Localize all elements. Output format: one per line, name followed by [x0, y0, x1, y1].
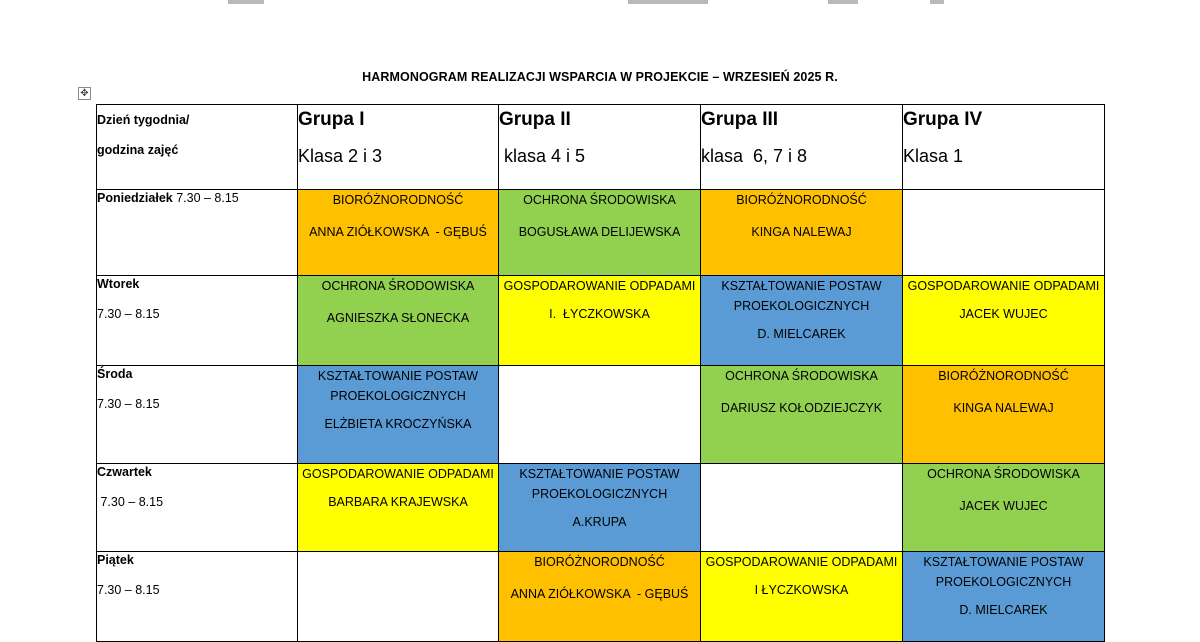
group-class: klasa 6, 7 i 8 — [701, 146, 808, 166]
teacher-name: AGNIESZKA SŁONECKA — [326, 311, 470, 325]
activity-name: OCHRONA ŚRODOWISKA — [725, 369, 878, 383]
activity-name: OCHRONA ŚRODOWISKA — [523, 193, 676, 207]
empty-cell — [298, 552, 499, 642]
teacher-name: D. MIELCAREK — [959, 603, 1048, 617]
activity-cell — [499, 552, 701, 642]
header-row — [97, 105, 1105, 190]
day-cell — [97, 190, 298, 276]
group-name: Grupa II — [499, 109, 571, 130]
teacher-name: KINGA NALEWAJ — [751, 225, 852, 239]
activity-name: KSZTAŁTOWANIE POSTAW PROEKOLOGICZNYCH — [317, 369, 479, 403]
top-edge-artifact — [628, 0, 708, 4]
group-class: klasa 4 i 5 — [499, 146, 586, 166]
activity-cell — [903, 464, 1105, 552]
day-name: Wtorek — [97, 277, 140, 291]
top-edge-artifact — [228, 0, 264, 4]
activity-cell — [701, 190, 903, 276]
empty-cell — [701, 464, 903, 552]
top-edge-artifact — [930, 0, 944, 4]
teacher-name: BARBARA KRAJEWSKA — [328, 495, 468, 509]
day-header-line1: Dzień tygodnia/ — [97, 113, 190, 127]
document-title: HARMONOGRAM REALIZACJI WSPARCIA W PROJEKCIE – WRZESIEŃ 2025 R. — [362, 70, 838, 84]
day-name: Piątek — [97, 553, 134, 567]
activity-cell — [701, 276, 903, 366]
activity-name: GOSPODAROWANIE ODPADAMI — [705, 555, 898, 569]
activity-name: KSZTAŁTOWANIE POSTAW PROEKOLOGICZNYCH — [923, 555, 1084, 589]
activity-name: BIORÓŻNORODNOŚĆ — [534, 555, 665, 569]
group-class: Klasa 2 i 3 — [298, 146, 383, 166]
teacher-name: BOGUSŁAWA DELIJEWSKA — [518, 225, 681, 239]
activity-cell — [701, 552, 903, 642]
day-time: 7.30 – 8.15 — [172, 191, 239, 205]
day-time: 7.30 – 8.15 — [97, 583, 160, 597]
teacher-name: A.KRUPA — [572, 515, 627, 529]
day-name: Poniedziałek — [97, 191, 173, 205]
day-time: 7.30 – 8.15 — [97, 307, 160, 321]
day-header-line2: godzina zajęć — [97, 143, 179, 157]
group-name: Grupa IV — [903, 109, 983, 130]
schedule-row — [97, 552, 1105, 642]
teacher-name: I. ŁYCZKOWSKA — [549, 307, 650, 321]
activity-name: OCHRONA ŚRODOWISKA — [927, 467, 1080, 481]
activity-name: GOSPODAROWANIE ODPADAMI — [503, 279, 696, 293]
teacher-name: D. MIELCAREK — [757, 327, 846, 341]
schedule-row — [97, 464, 1105, 552]
day-time: 7.30 – 8.15 — [97, 495, 164, 509]
day-cell — [97, 552, 298, 642]
teacher-name: KINGA NALEWAJ — [953, 401, 1054, 415]
top-edge-artifact — [828, 0, 858, 4]
schedule-table — [96, 104, 1105, 642]
schedule-row — [97, 366, 1105, 464]
teacher-name: I ŁYCZKOWSKA — [754, 583, 849, 597]
teacher-name: DARIUSZ KOŁODZIEJCZYK — [720, 401, 883, 415]
activity-name: KSZTAŁTOWANIE POSTAW PROEKOLOGICZNYCH — [519, 467, 680, 501]
activity-cell — [298, 276, 499, 366]
activity-cell — [903, 366, 1105, 464]
activity-name: GOSPODAROWANIE ODPADAMI — [907, 279, 1100, 293]
activity-name: GOSPODAROWANIE ODPADAMI — [302, 467, 494, 481]
activity-cell — [499, 276, 701, 366]
activity-name: OCHRONA ŚRODOWISKA — [321, 279, 475, 293]
day-cell — [97, 464, 298, 552]
activity-cell — [298, 190, 499, 276]
group-header-cell — [499, 105, 701, 190]
day-time: 7.30 – 8.15 — [97, 397, 160, 411]
group-header-cell — [903, 105, 1105, 190]
group-header-cell — [298, 105, 499, 190]
empty-cell — [499, 366, 701, 464]
table-move-handle-icon[interactable]: ✥ — [78, 87, 91, 100]
activity-name: BIORÓŻNORODNOŚĆ — [736, 193, 867, 207]
activity-cell — [499, 464, 701, 552]
activity-cell — [298, 366, 499, 464]
group-name: Grupa III — [701, 109, 779, 130]
group-header-cell — [701, 105, 903, 190]
activity-name: BIORÓŻNORODNOŚĆ — [938, 369, 1069, 383]
activity-cell — [903, 276, 1105, 366]
teacher-name: JACEK WUJEC — [959, 307, 1048, 321]
day-name: Czwartek — [97, 465, 152, 479]
activity-cell — [903, 552, 1105, 642]
schedule-row — [97, 276, 1105, 366]
group-class: Klasa 1 — [903, 146, 964, 166]
activity-cell — [298, 464, 499, 552]
empty-cell — [903, 190, 1105, 276]
day-cell — [97, 366, 298, 464]
day-header-cell — [97, 105, 298, 190]
teacher-name: ANNA ZIÓŁKOWSKA - GĘBUŚ — [510, 587, 689, 601]
day-name: Środa — [97, 367, 133, 381]
teacher-name: JACEK WUJEC — [959, 499, 1048, 513]
group-name: Grupa I — [298, 109, 365, 130]
activity-cell — [701, 366, 903, 464]
day-cell — [97, 276, 298, 366]
teacher-name: ELŻBIETA KROCZYŃSKA — [324, 417, 472, 431]
schedule-row — [97, 190, 1105, 276]
activity-name: KSZTAŁTOWANIE POSTAW PROEKOLOGICZNYCH — [721, 279, 882, 313]
activity-name: BIORÓŻNORODNOŚĆ — [332, 193, 464, 207]
teacher-name: ANNA ZIÓŁKOWSKA - GĘBUŚ — [309, 225, 487, 239]
activity-cell — [499, 190, 701, 276]
